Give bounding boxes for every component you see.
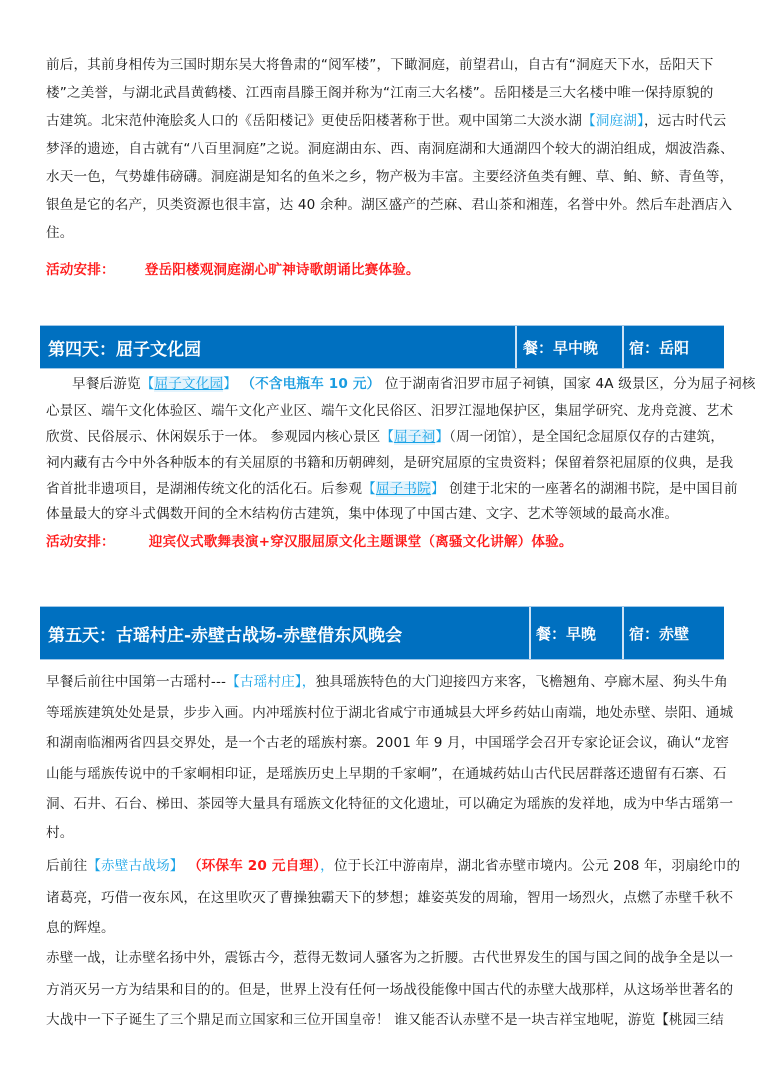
paragraph-line: 银鱼是它的名产，贝类资源也很丰富，达 40 余种。湖区盛产的苎麻、君山茶和湘莲，名誉中外。然后车赴酒店入 <box>46 197 733 213</box>
bracket: 】 <box>223 376 237 392</box>
activity-line <box>46 261 420 279</box>
link-chibi-battlefield[interactable]: 【赤壁古战场】 <box>87 858 184 874</box>
activity-line <box>46 533 573 551</box>
paragraph-line <box>46 428 724 446</box>
text: 位于长江中游南岸，湖北省赤壁市境内。公元 208 年，羽扇纶巾的 <box>333 858 741 874</box>
divider <box>529 607 531 659</box>
paragraph-line: 洞、石井、石台、梯田、茶园等大量具有瑶族文化特征的文化遗址，可以确定为瑶族的发祥地，成为中华古瑶第一 <box>46 796 734 812</box>
paragraph-line: 楼”之美誉，与湖北武昌黄鹤楼、江西南昌滕王阁并称为“江南三大名楼”。岳阳楼是三大名楼中唯一保持原貌的 <box>46 85 714 101</box>
link-quzi-temple[interactable]: 屈子祠 <box>394 429 436 445</box>
paragraph-line: 体量最大的穿斗式偶数开间的全木结构仿古建筑，集中体现了中国古建、文字、艺术等领域的最高水准。 <box>46 506 679 522</box>
paragraph-line: 心景区、端午文化体验区、端午文化产业区、端午文化民俗区、汨罗江湿地保护区，集屈学研究、龙舟竞渡、艺术 <box>46 403 734 419</box>
day4-lodging: 宿：岳阳 <box>629 338 690 357</box>
paragraph-line: 住。 <box>46 225 74 241</box>
day4-meal: 餐：早中晚 <box>523 338 599 357</box>
divider <box>622 326 624 368</box>
paragraph-line <box>46 857 740 875</box>
text: （周一闭馆），是全国纪念屈原仅存的古建筑， <box>449 429 725 445</box>
price-note: （不含电瓶车 10 元） <box>241 376 381 392</box>
paragraph-line: 祠内藏有古今中外各种版本的有关屈原的书籍和历朝碑刻，是研究屈原的宝贵资料；保留着祭祀屈原的仪典，是我 <box>46 455 734 471</box>
bracket: 】 <box>435 429 450 445</box>
activity-text: 登岳阳楼观洞庭湖心旷神诗歌朗诵比赛体验。 <box>144 262 420 278</box>
paragraph-line <box>46 112 726 130</box>
text: 独具瑶族特色的大门迎接四方来客，飞檐翘角、亭廊木屋、狗头牛角 <box>315 674 728 690</box>
link-quzi-culture-park[interactable]: 屈子文化园 <box>154 376 224 392</box>
paragraph-line: 诸葛亮，巧借一夜东风，在这里吹灭了曹操独霸天下的梦想；雄姿英发的周瑜，智用一场烈火，点燃了赤壁千秋不 <box>46 890 734 906</box>
day5-lodging: 宿：赤壁 <box>629 624 690 643</box>
paragraph-line <box>46 480 738 498</box>
activity-text: 迎宾仪式歌舞表演+穿汉服屈原文化主题课堂（离骚文化讲解）体验。 <box>148 534 573 550</box>
day4-header-bar <box>40 325 724 369</box>
divider <box>515 326 517 368</box>
paragraph-line: 方消灭另一方为结果和目的的。但是，世界上没有任何一场战役能像中国古代的赤壁大战那样，从这场举世著名的 <box>46 982 734 998</box>
text: 早餐后前往中国第一古瑶村--- <box>46 674 227 690</box>
text: 古建筑。北宋范仲淹脍炙人口的《岳阳楼记》更使岳阳楼著称于世。观中国第二大淡水湖 <box>46 113 583 129</box>
text: 早餐后游览 <box>72 376 141 392</box>
day5-title: 第五天：古瑶村庄-赤壁古战场-赤壁借东风晚会 <box>48 625 403 646</box>
paragraph-line: 前后，其前身相传为三国时期东吴大将鲁肃的“阅军楼”，下瞰洞庭，前望君山，自古有“洞庭天下水，岳阳天下 <box>46 57 714 73</box>
bracket: 【 <box>380 429 395 445</box>
paragraph-line: 水天一色，气势雄伟磅礴。洞庭湖是知名的鱼米之乡，物产极为丰富。主要经济鱼类有鲤、草、鲌、鲚、青鱼等， <box>46 169 734 185</box>
paragraph-line: 梦泽的遗迹，自古就有“八百里洞庭”之说。洞庭湖由东、西、南洞庭湖和大通湖四个较大的湖泊组成，烟波浩淼、 <box>46 141 734 157</box>
bracket: 【 <box>362 481 376 497</box>
paragraph-line: 等瑶族建筑处处是景，步步入画。内冲瑶族村位于湖北省咸宁市通城县大坪乡药姑山南端，地处赤壁、崇阳、通城 <box>46 705 734 721</box>
bracket: 【 <box>140 376 155 392</box>
comma: ， <box>320 858 334 874</box>
text: 创建于北宋的一座著名的湖湘书院，是中国目前 <box>449 481 738 497</box>
activity-label: 活动安排： <box>46 534 115 550</box>
paragraph-line <box>46 673 728 691</box>
bracket: 】 <box>430 481 445 497</box>
link-dongting-lake[interactable]: 【洞庭湖】 <box>582 113 644 129</box>
paragraph-line <box>72 375 756 393</box>
paragraph-line: 山能与瑶族传说中的千家峒相印证，是瑶族历史上早期的千家峒”，在通城药姑山古代民居群落还遗留有石寨、石 <box>46 766 727 782</box>
paragraph-line: 和湖南临湘两省四县交界处，是一个古老的瑶族村寨。2001 年 9 月，中国瑶学会召开专家论证会议，确认“龙窖 <box>46 735 730 751</box>
text: 省首批非遗项目，是湖湘传统文化的活化石。后参观 <box>46 481 363 497</box>
activity-label: 活动安排： <box>46 262 115 278</box>
text: ，远古时代云 <box>643 113 727 129</box>
text: 后前往 <box>46 858 88 874</box>
link-ancient-yao-village[interactable]: 【古瑶村庄】， <box>226 674 316 690</box>
paragraph-line: 息的辉煌。 <box>46 920 115 936</box>
paragraph-line: 村。 <box>46 825 74 841</box>
divider <box>622 607 624 659</box>
price-note: （环保车 20 元自理） <box>187 858 321 874</box>
day5-meal: 餐：早晚 <box>536 624 597 643</box>
link-quzi-academy[interactable]: 屈子书院 <box>375 481 431 497</box>
day4-title: 第四天：屈子文化园 <box>48 339 201 360</box>
text: 位于湖南省汨罗市屈子祠镇，国家 4A 级景区，分为屈子祠核 <box>384 376 756 392</box>
paragraph-line: 大战中一下子诞生了三个鼎足而立国家和三位开国皇帝！ 谁又能否认赤壁不是一块吉祥宝地呢，游览【桃园三结 <box>46 1012 724 1028</box>
day5-header-bar <box>40 606 724 660</box>
paragraph-line: 赤壁一战，让赤壁名扬中外，震铄古今，惹得无数词人骚客为之折腰。古代世界发生的国与国之间的战争全是以一 <box>46 950 734 966</box>
text: 欣赏、民俗展示、休闲娱乐于一体。 参观园内核心景区 <box>46 429 381 445</box>
